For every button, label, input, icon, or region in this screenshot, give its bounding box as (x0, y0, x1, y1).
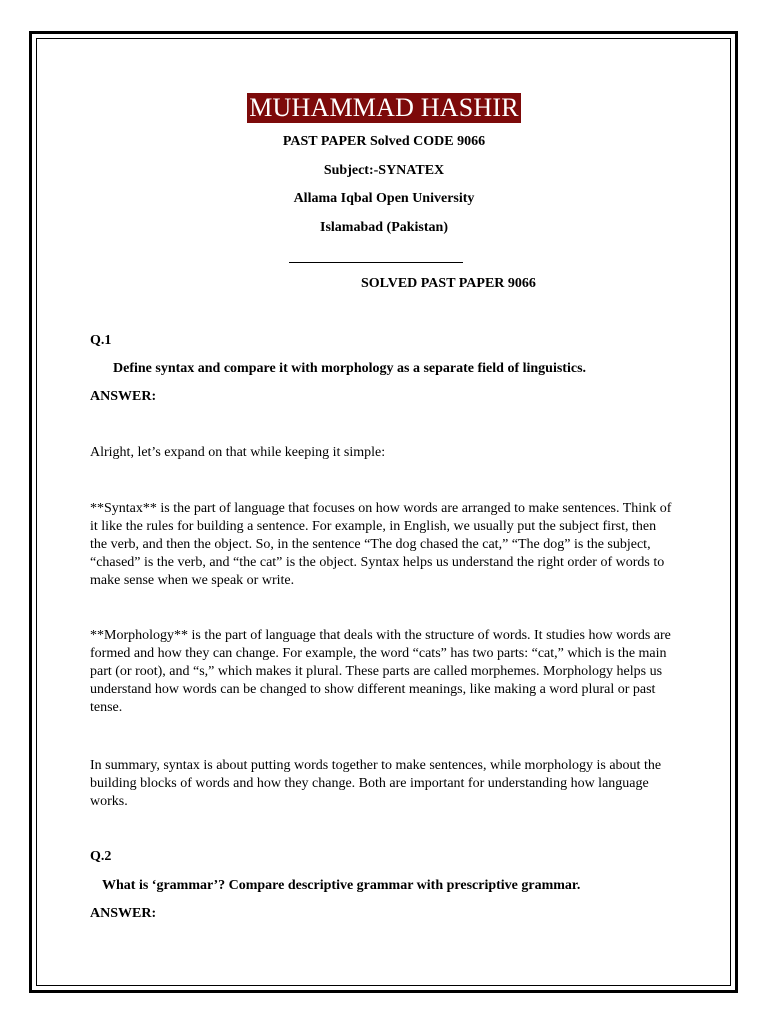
question-1-text: Define syntax and compare it with morphology as a separate field of linguistics. (113, 361, 587, 376)
university-line: Allama Iqbal Open University (293, 191, 475, 206)
paper-code-line: PAST PAPER Solved CODE 9066 (282, 134, 486, 149)
subject-line: Subject:-SYNATEX (323, 163, 445, 178)
author-name: MUHAMMAD HASHIR (249, 93, 519, 122)
answer-2-label: ANSWER: (90, 906, 157, 921)
question-2-label: Q.2 (90, 849, 112, 864)
question-2-text: What is ‘grammar’? Compare descriptive grammar with prescriptive grammar. (102, 878, 581, 893)
answer-1-intro: Alright, let’s expand on that while keeping it simple: (90, 445, 386, 460)
answer-1-label: ANSWER: (90, 389, 157, 404)
header-divider (289, 262, 463, 263)
answer-1-summary-paragraph: In summary, syntax is about putting words together to make sentences, while morphology is about the building blocks of words and how they change. Both are important for understanding how language works. (90, 758, 662, 809)
answer-1-syntax-paragraph: **Syntax** is the part of language that focuses on how words are arranged to make sentences. Think of it like the rules for building a sentence. For example, in English, we usually put the subject first, then the verb, and then the object. So, in the sentence “The dog chased the cat,” “The dog” is the subject, “chased” is the verb, and “the cat” is the object. Syntax helps us understand the right order of words to make sense when we speak or write. (90, 501, 672, 588)
location-line: Islamabad (Pakistan) (320, 220, 448, 235)
solved-paper-title: SOLVED PAST PAPER 9066 (361, 276, 536, 291)
answer-1-morphology-paragraph: **Morphology** is the part of language that deals with the structure of words. It studies how words are formed and how they can change. For example, the word “cats” has two parts: “cat,” which is the main part (or root), and “s,” which makes it plural. These parts are called morphemes. Morphology helps us understand how words can be changed to show different meanings, like making a word plural or past tense. (90, 628, 671, 715)
author-banner (0, 93, 768, 123)
question-1-label: Q.1 (90, 333, 112, 348)
